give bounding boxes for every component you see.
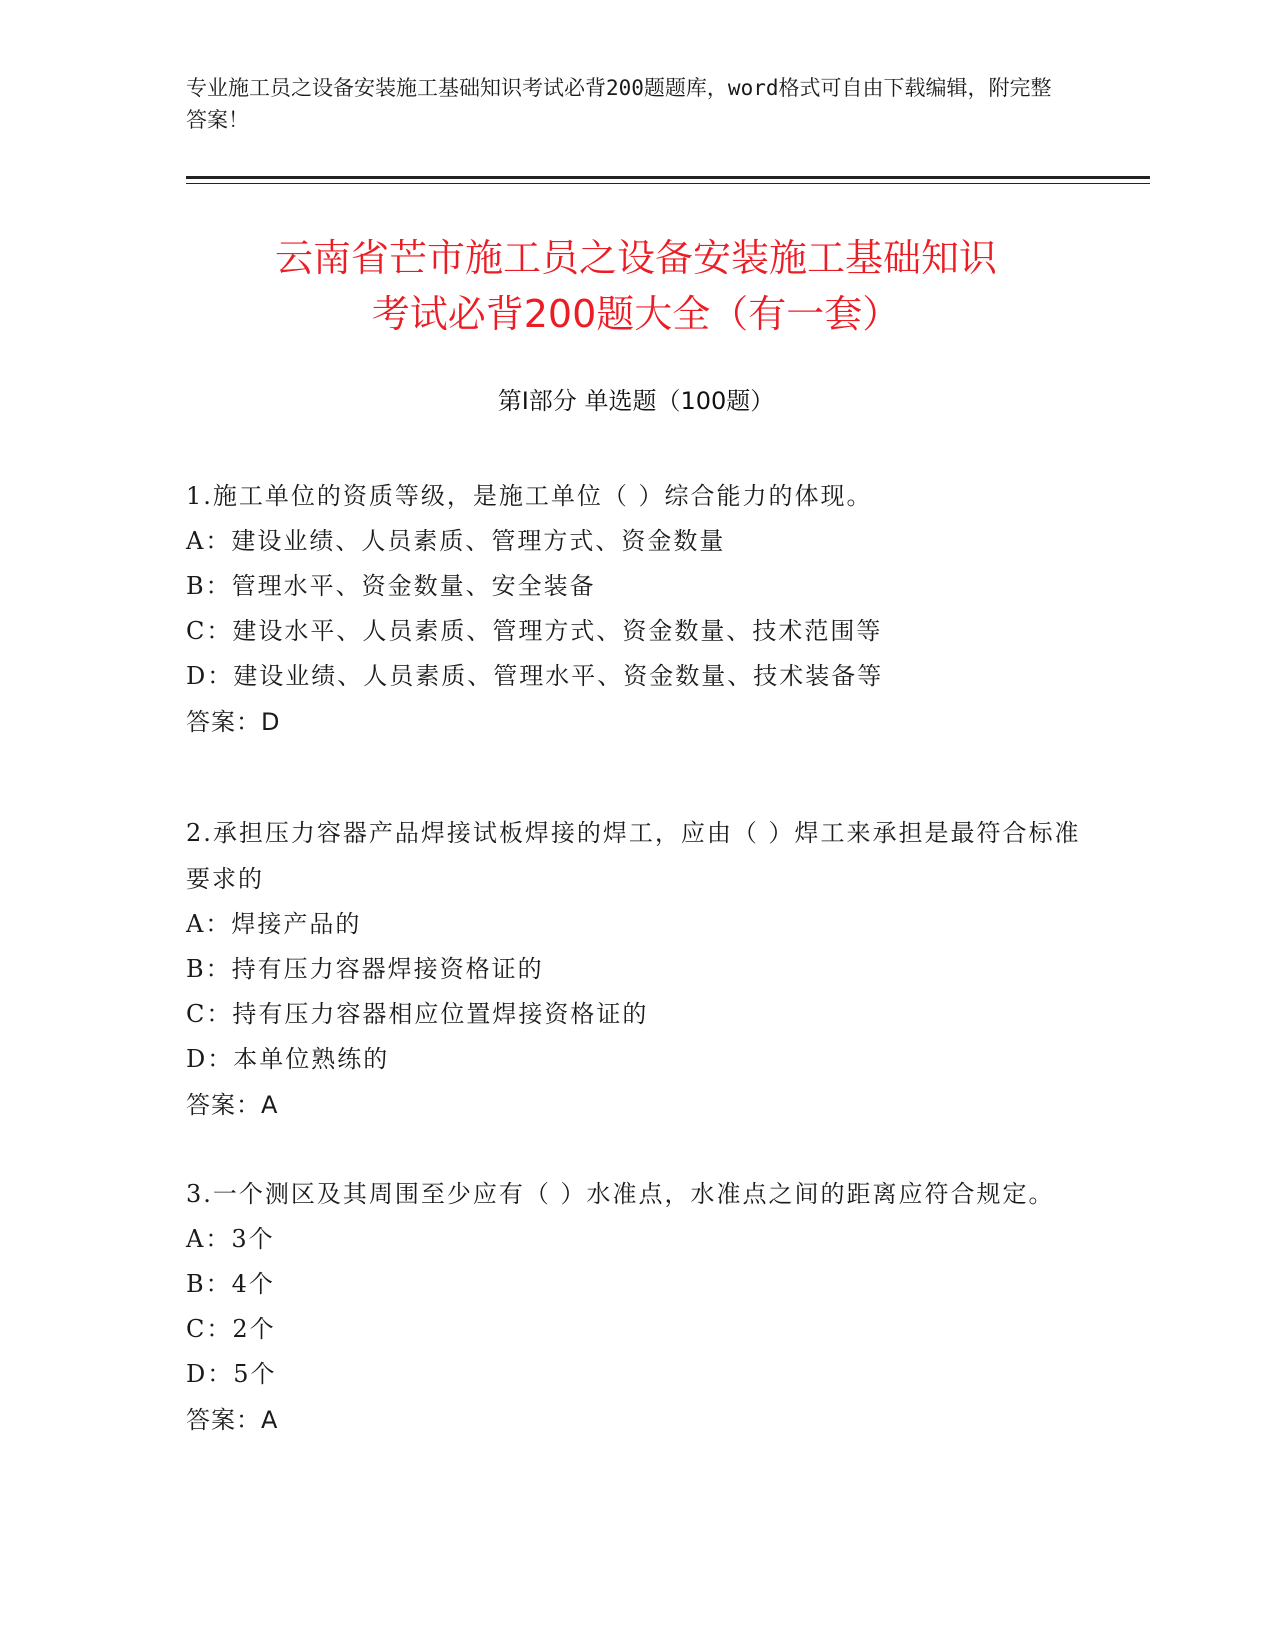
- option-a: A：建设业绩、人员素质、管理方式、资金数量: [186, 527, 726, 555]
- answer: 答案：A: [186, 1406, 279, 1434]
- document-title: [186, 230, 1086, 342]
- question-stem: 2.承担压力容器产品焊接试板焊接的焊工，应由（ ）焊工来承担是最符合标准要求的: [186, 819, 1081, 893]
- question-stem: 1.施工单位的资质等级，是施工单位（ ）综合能力的体现。: [186, 482, 873, 510]
- question-stem: 3.一个测区及其周围至少应有（ ）水准点，水准点之间的距离应符合规定。: [186, 1180, 1055, 1208]
- title-line-2: 考试必背200题大全（有一套）: [371, 292, 901, 336]
- section-heading: 第I部分 单选题（100题）: [497, 387, 775, 415]
- option-c: C：2个: [186, 1315, 276, 1343]
- option-d: D：5个: [186, 1360, 277, 1388]
- question-2: [186, 810, 1086, 1128]
- option-c: C：持有压力容器相应位置焊接资格证的: [186, 1000, 649, 1028]
- title-line-1: 云南省芒市施工员之设备安装施工基础知识: [274, 236, 997, 280]
- option-d: D：建设业绩、人员素质、管理水平、资金数量、技术装备等: [186, 662, 884, 690]
- header-note: 专业施工员之设备安装施工基础知识考试必背200题题库，word格式可自由下载编辑，附完整答案！: [186, 76, 1052, 132]
- header-divider-thin: [186, 183, 1150, 184]
- question-1: [186, 473, 1086, 745]
- option-d: D：本单位熟练的: [186, 1045, 390, 1073]
- option-b: B：持有压力容器焊接资格证的: [186, 955, 544, 983]
- option-c: C：建设水平、人员素质、管理方式、资金数量、技术范围等: [186, 617, 883, 645]
- option-a: A：3个: [186, 1225, 275, 1253]
- answer: 答案：D: [186, 708, 281, 736]
- header-divider: [186, 176, 1150, 179]
- option-a: A：焊接产品的: [186, 910, 362, 938]
- question-3: [186, 1171, 1086, 1443]
- answer: 答案：A: [186, 1091, 279, 1119]
- option-b: B：管理水平、资金数量、安全装备: [186, 572, 596, 600]
- option-b: B：4个: [186, 1270, 275, 1298]
